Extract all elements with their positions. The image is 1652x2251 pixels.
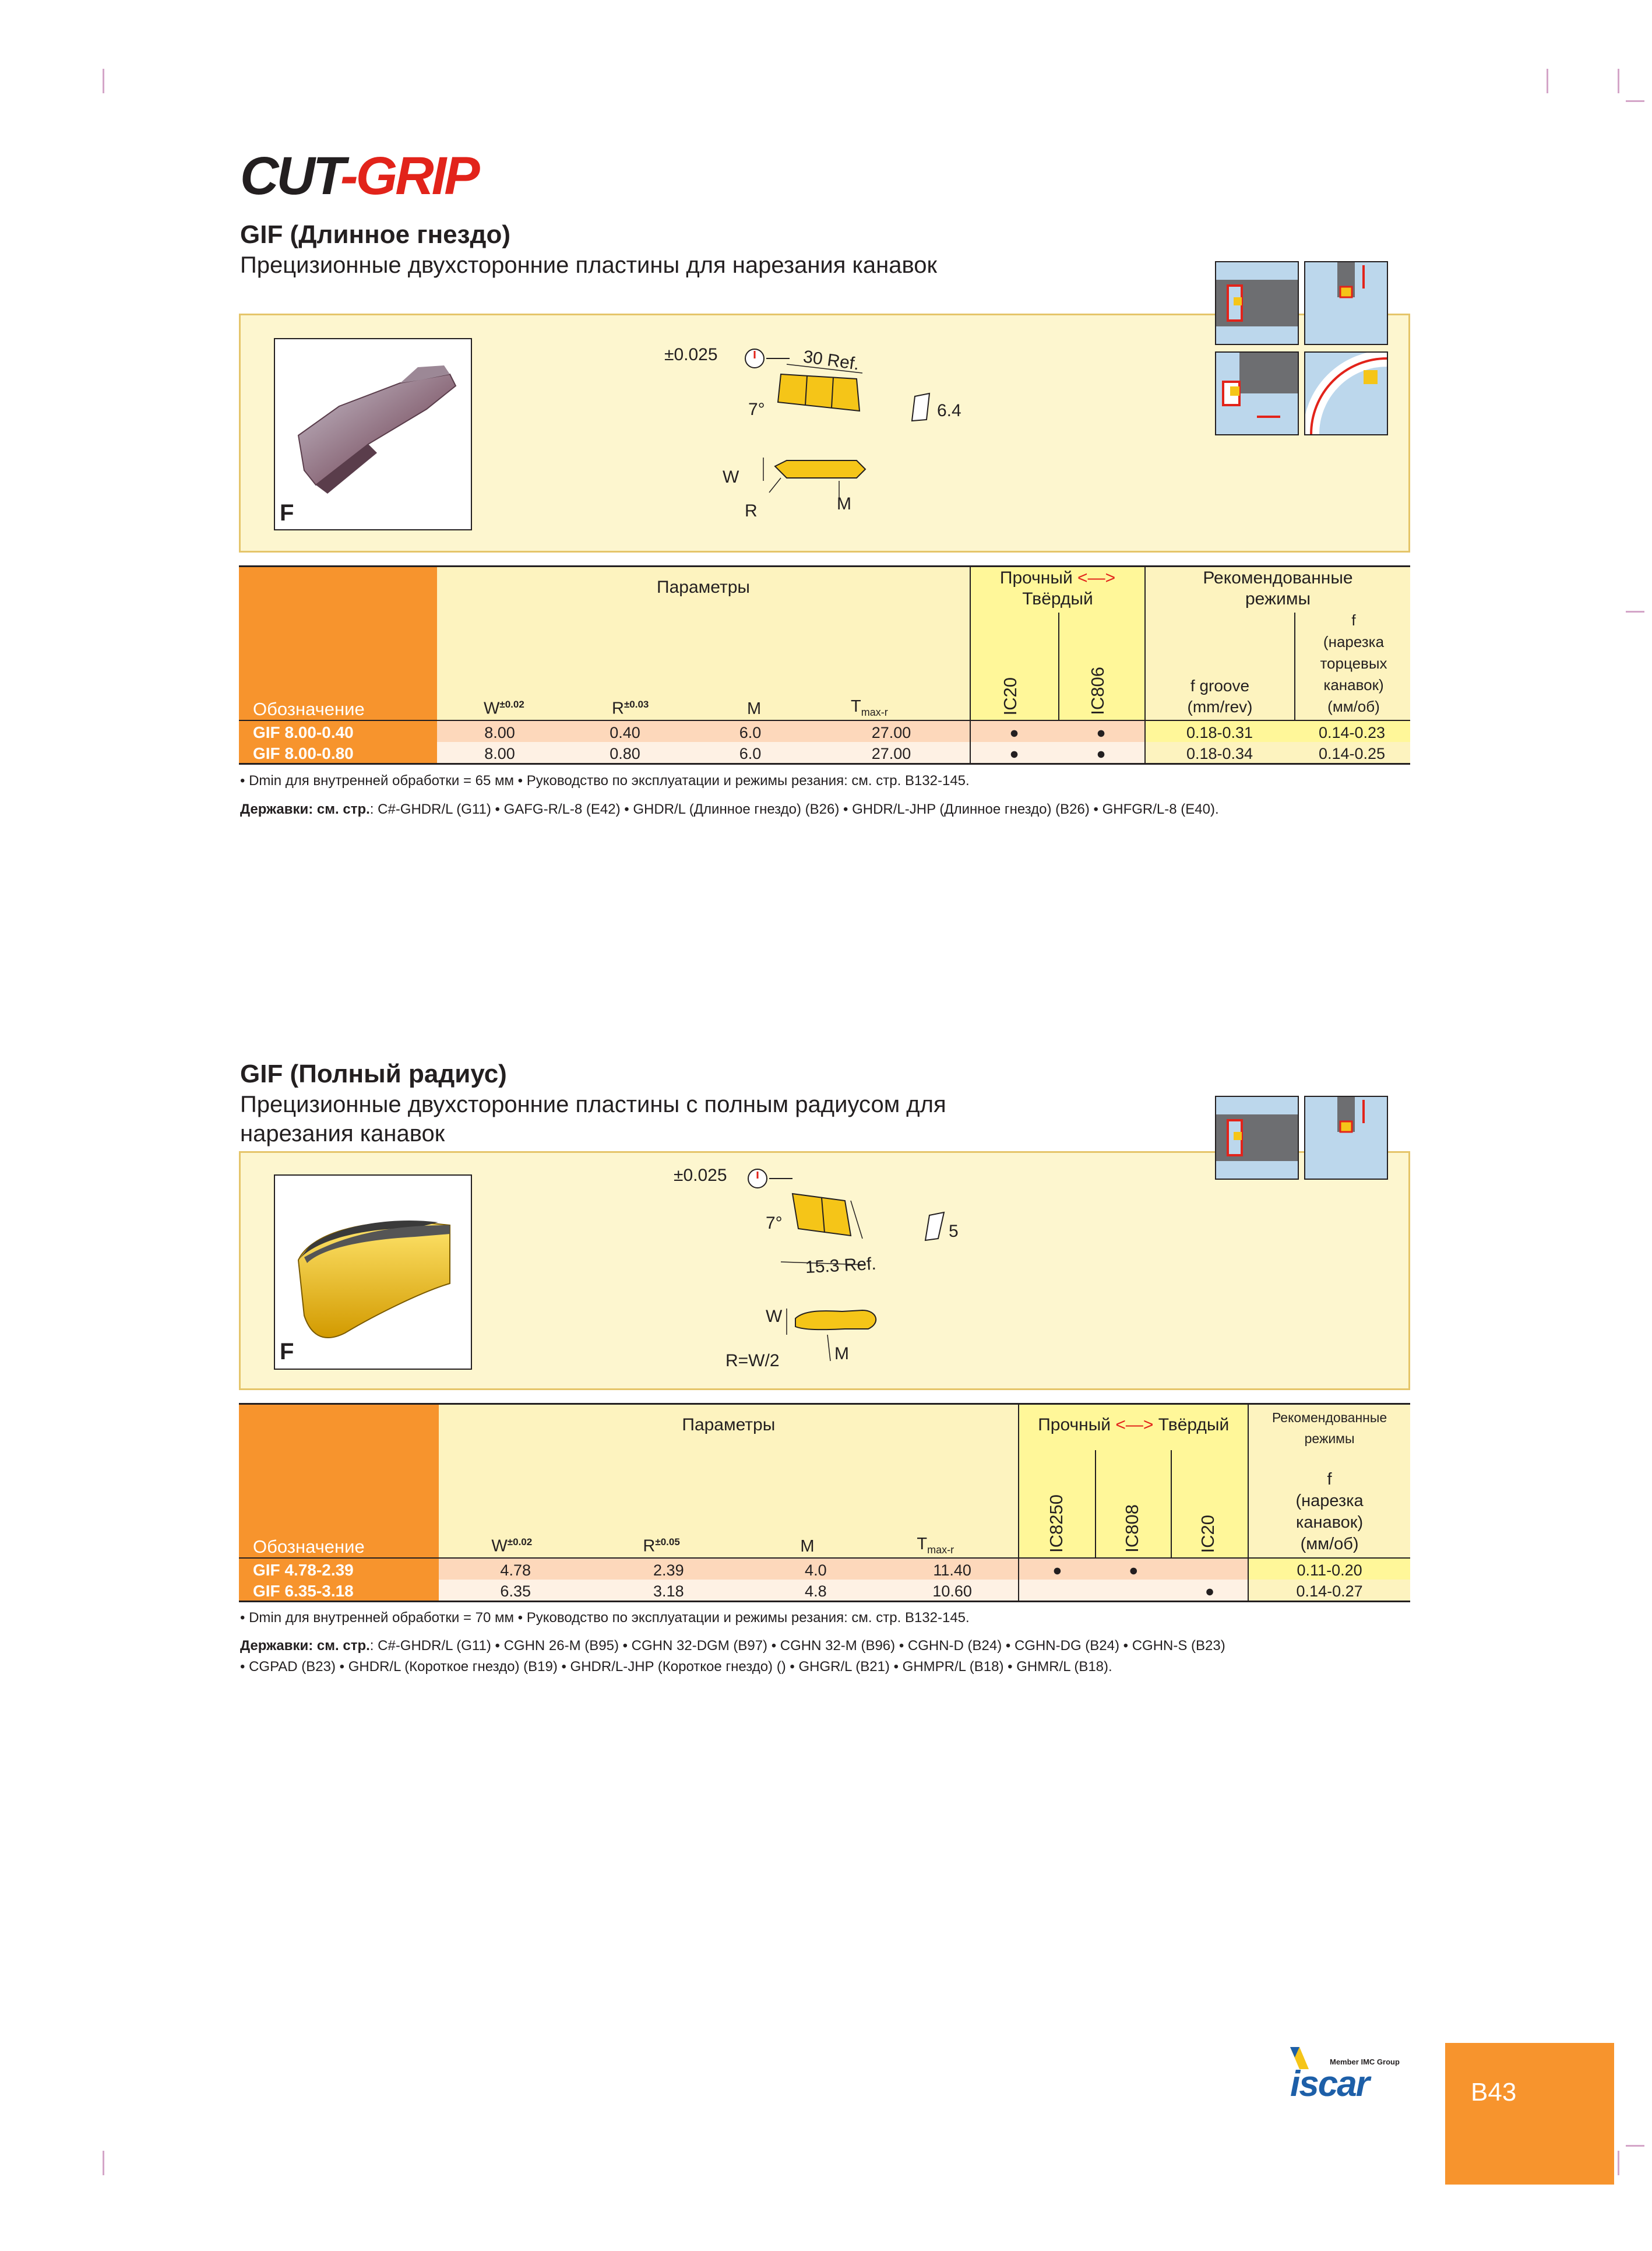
r-label: R=W/2 [725,1351,780,1370]
designation-cell: GIF 6.35-3.18 [239,1580,439,1601]
fgroove-header: f groove (mm/rev) [1187,677,1253,716]
operation-icon-face-grooving [1215,351,1299,435]
photo-label: F [280,500,294,526]
designation-header: Обозначение [239,567,437,721]
section1-spec-table [239,565,1410,765]
tolerance-label: ±0.025 [674,1166,727,1185]
r-col-header: $R^{\pm 0.05}$ [643,1536,680,1556]
grade-ic808-header: IC808 [1122,1504,1143,1553]
grade-dot: ● [1058,742,1145,764]
operation-icon-grooving [1215,261,1299,345]
table-row: GIF 8.00-0.80 8.00 0.80 6.0 27.00 ● ● 0.18-0.34 0.14-0.25 [239,742,1410,764]
crop-mark [1618,69,1619,93]
crop-mark [1626,100,1644,102]
table-row: GIF 8.00-0.40 8.00 0.40 6.0 27.00 ● ● 0.18-0.31 0.14-0.23 [239,720,1410,742]
fface-header: f (нарезка торцевых канавок) (мм/об) [1320,611,1387,715]
iscar-logo [1288,2046,1410,2104]
member-label: Member IMC Group [1330,2057,1400,2066]
operation-icon-internal [1304,351,1388,435]
grade-ic20-header: IC20 [1197,1514,1218,1553]
grade-dot: ● [970,742,1058,764]
angle-label: 7° [748,400,765,419]
crop-mark [103,2151,104,2175]
dimension-label: 5 [949,1222,959,1241]
iscar-wordmark: iscar [1290,2064,1369,2104]
section1-subtitle: Прецизионные двухсторонние пластины для нарезания канавок [240,252,938,278]
t-col-header: $T_{max-r}$ [917,1535,954,1556]
grade-ic806-header: IC806 [1087,667,1108,715]
m-col-header: M [800,1537,815,1556]
page-number: B43 [1471,2078,1517,2106]
crop-mark [1626,611,1644,613]
grade-ic8250-header: IC8250 [1046,1494,1067,1553]
crop-mark [1626,2145,1644,2147]
m-label: M [837,494,851,513]
w-col-header: $W^{\pm 0.02}$ [484,699,524,718]
section1-insert-photo [274,338,472,530]
grade-dot: ● [970,720,1058,742]
crop-mark [1618,2151,1619,2175]
designation-cell: GIF 8.00-0.80 [239,742,437,764]
m-col-header: M [747,699,762,718]
w-col-header: $W^{\pm 0.02}$ [491,1536,533,1556]
section2-insert-photo [274,1174,472,1370]
operation-icon-parting [1304,261,1388,345]
section2-note: • Dmin для внутренней обработки = 70 мм • Руководство по эксплуатации и режимы резания: см. стр. B132-145. [240,1610,970,1626]
tolerance-label: ±0.025 [664,345,718,364]
grade-dot: ● [1058,720,1145,742]
grade-ic20-header: IC20 [1000,677,1020,715]
grade-dot: ● [1019,1558,1095,1580]
designation-cell: GIF 4.78-2.39 [239,1558,439,1580]
r-label: R [745,501,758,520]
section1-insert-diagram [664,338,991,530]
section1-title: GIF (Длинное гнездо) [240,220,510,249]
recommended-group-header: Рекомендованные режимы f (нарезка канавок) (мм/об) [1248,1404,1410,1559]
ref-label: 30 Ref. [802,347,861,374]
r-col-header: $R^{\pm 0.03}$ [612,699,649,718]
recommended-group-header: Рекомендованные режимы f groove (mm/rev) f (нарезка торцевых канавок) (мм/об) [1145,567,1410,721]
operation-icon-parting [1304,1096,1388,1180]
page-number-tab [1445,2043,1614,2185]
dimension-label: 6.4 [937,401,961,420]
crop-mark [1547,69,1548,93]
grade-dot [1019,1580,1095,1601]
designation-header: Обозначение [239,1404,439,1559]
table-row: GIF 4.78-2.39 4.78 2.39 4.0 11.40 ● ● 0.11-0.20 [239,1558,1410,1580]
designation-cell: GIF 8.00-0.40 [239,720,437,742]
section2-insert-diagram [670,1166,996,1376]
m-label: M [834,1344,849,1363]
params-group-header: Параметры $W^{\pm 0.02}$ $R^{\pm 0.05}$ M $T_{max-r}$ [439,1404,1019,1559]
grade-dot: ● [1129,1561,1139,1579]
grade-dot: ● [1172,1580,1248,1601]
grade-group-header: Прочный <—> Твёрдый IC8250 IC808 IC20 [1019,1404,1248,1559]
section1-holders: Державки: см. стр.: C#-GHDR/L (G11) • GAFG-R/L-8 (E42) • GHDR/L (Длинное гнездо) (B26) • GHDR/L-JHP (Длинное гнездо) (B26) • GHFGR/L-8 (E40). [240,801,1219,817]
section2-holders-line2: • CGPAD (B23) • GHDR/L (Короткое гнездо) (B19) • GHDR/L-JHP (Короткое гнездо) () • GHGR/L (B21) • GHMPR/L (B18) • GHMR/L (B18). [240,1659,1112,1675]
operation-icon-grooving [1215,1096,1299,1180]
t-col-header: $T_{max-r}$ [851,697,888,718]
w-label: W [766,1307,783,1326]
grade-group-header: Прочный <—> Твёрдый IC20 IC806 [970,567,1145,721]
section2-spec-table [239,1403,1410,1602]
params-group-header: Параметры $W^{\pm 0.02}$ $R^{\pm 0.03}$ M $T_{max-r}$ [437,567,970,721]
section2-title: GIF (Полный радиус) [240,1060,507,1088]
photo-label: F [280,1339,294,1364]
section2-holders-line1: Державки: см. стр.: C#-GHDR/L (G11) • CGHN 26-M (B95) • CGHN 32-DGM (B97) • CGHN 32-M (B96) • CGHN-D (B24) • CGHN-DG (B24) • CGHN-S (B23) [240,1638,1225,1654]
section1-note: • Dmin для внутренней обработки = 65 мм • Руководство по эксплуатации и режимы резания: см. стр. B132-145. [240,773,970,789]
grade-dot [1172,1558,1248,1580]
section2-subtitle: Прецизионные двухсторонние пластины с полным радиусом для нарезания канавок [240,1092,946,1146]
angle-label: 7° [766,1214,783,1233]
w-label: W [723,467,739,487]
crop-mark [103,69,104,93]
table-row: GIF 6.35-3.18 6.35 3.18 4.8 10.60 ● 0.14-0.27 [239,1580,1410,1601]
grade-dot [1096,1580,1172,1601]
ref-label: 15.3 Ref. [805,1254,877,1278]
f-header: f (нарезка канавок) (мм/об) [1295,1470,1364,1553]
brand-logo: CUT-GRIP [240,146,478,206]
